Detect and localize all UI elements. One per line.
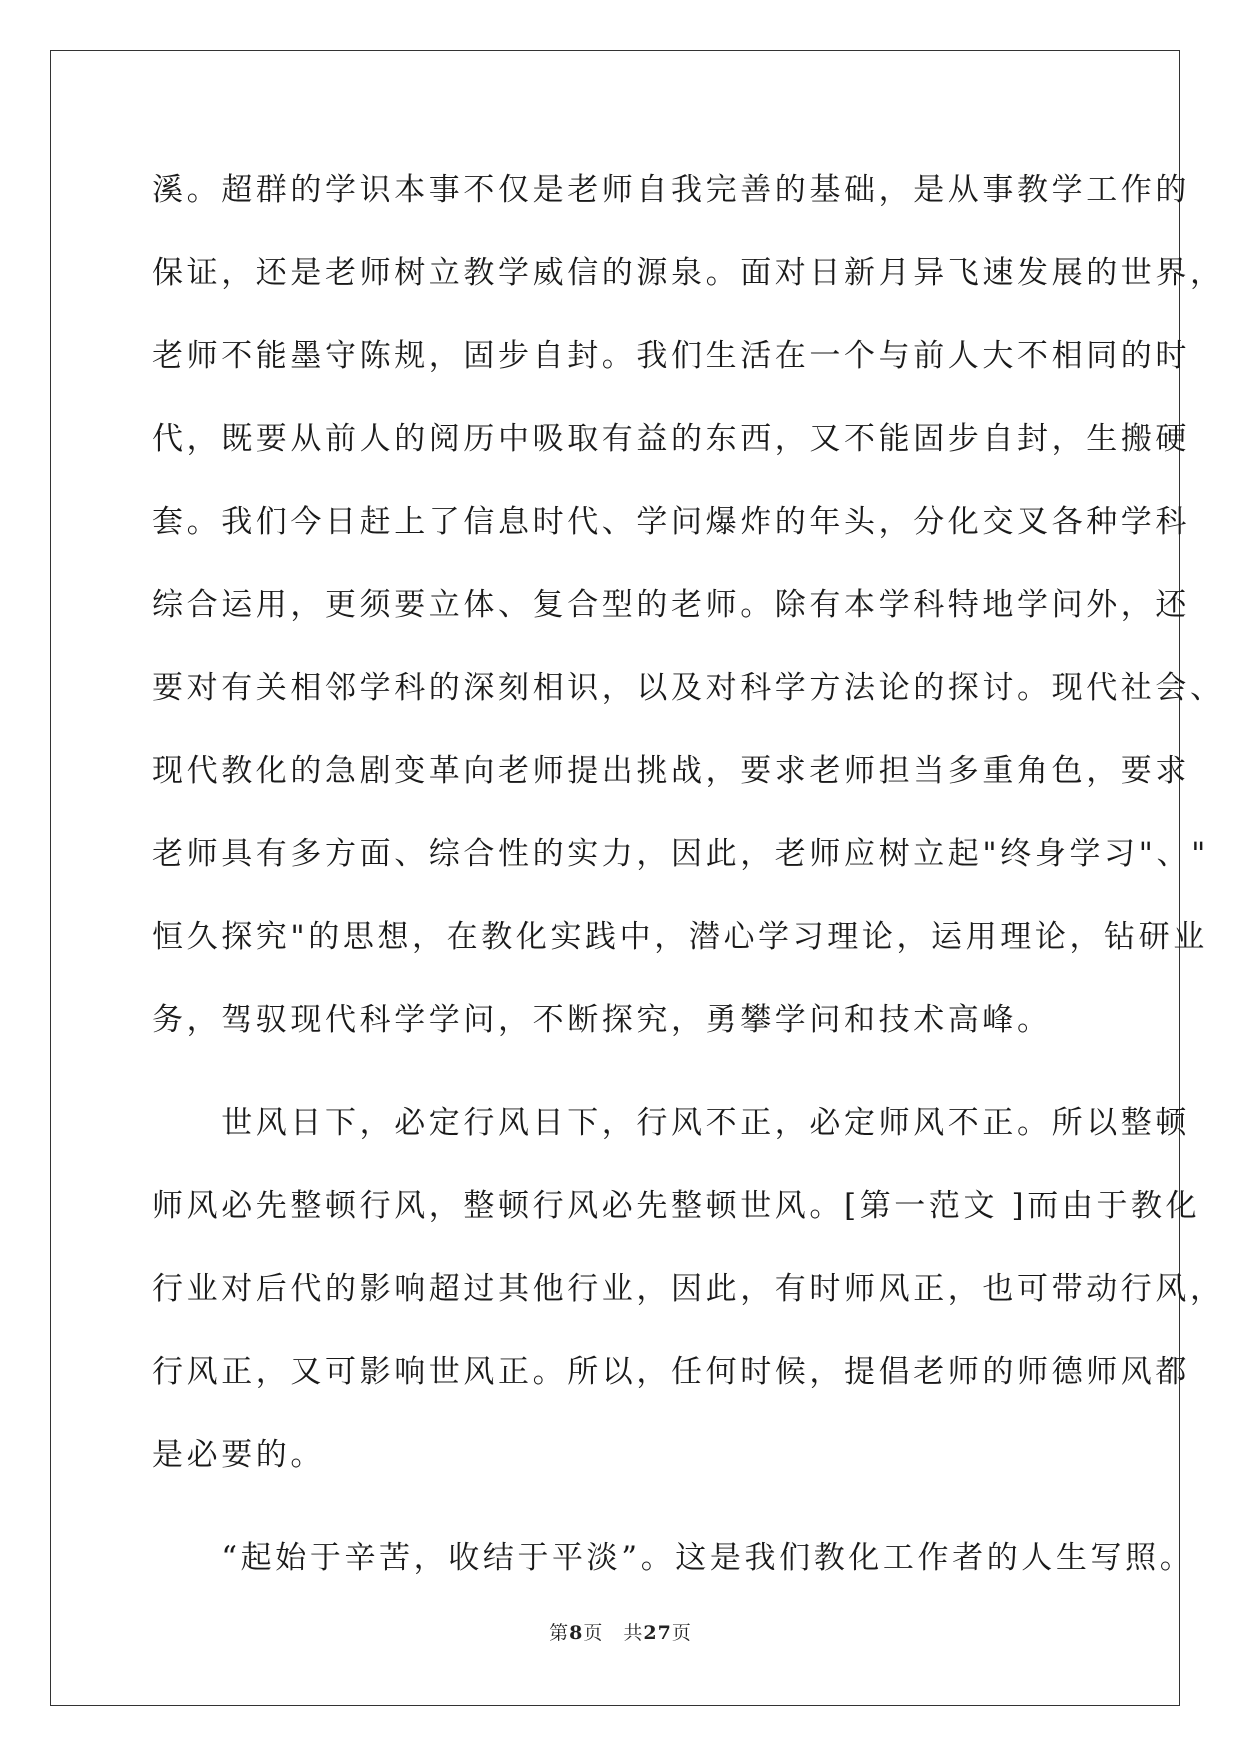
text-line: 老师不能墨守陈规，固步自封。我们生活在一个与前人大不相同的时: [152, 338, 1190, 374]
paragraph-gap: [152, 1508, 1102, 1528]
text-line: 代，既要从前人的阅历中吸取有益的东西，又不能固步自封，生搬硬: [152, 421, 1190, 457]
footer-prefix: 第: [549, 1622, 570, 1644]
text-line: 现代教化的急剧变革向老师提出挑战，要求老师担当多重角色，要求: [152, 753, 1190, 789]
text-line: “起始于辛苦，收结于平淡”。这是我们教化工作者的人生写照。: [152, 1540, 1195, 1576]
paragraph-3: [152, 1528, 1195, 1611]
text-line: 行业对后代的影响超过其他行业，因此，有时师风正，也可带动行风，: [152, 1271, 1225, 1307]
footer-total-unit: 页: [671, 1622, 692, 1644]
footer-page-unit: 页 共: [583, 1622, 644, 1644]
text-line: 综合运用，更须要立体、复合型的老师。除有本学科特地学问外，还: [152, 587, 1190, 623]
text-line: 师风必先整顿行风，整顿行风必先整顿世风。[第一范文 ]而由于教化: [152, 1188, 1201, 1224]
paragraph-1: [152, 160, 1225, 1073]
text-line: 是必要的。: [152, 1437, 325, 1473]
text-line: 要对有关相邻学科的深刻相识，以及对科学方法论的探讨。现代社会、: [152, 670, 1225, 706]
footer-total-pages: 27: [643, 1622, 672, 1644]
text-line: 套。我们今日赶上了信息时代、学问爆炸的年头，分化交叉各种学科: [152, 504, 1190, 540]
text-line: 溪。超群的学识本事不仅是老师自我完善的基础，是从事教学工作的: [152, 172, 1190, 208]
text-line: 老师具有多方面、综合性的实力，因此，老师应树立起"终身学习"、": [152, 836, 1209, 872]
footer-page-number: 8: [569, 1622, 584, 1644]
paragraph-gap: [152, 1073, 1102, 1093]
paragraph-2: [152, 1093, 1225, 1508]
text-line: 世风日下，必定行风日下，行风不正，必定师风不正。所以整顿: [152, 1105, 1190, 1141]
text-line: 行风正，又可影响世风正。所以，任何时候，提倡老师的师德师风都: [152, 1354, 1190, 1390]
text-line: 保证，还是老师树立教学威信的源泉。面对日新月异飞速发展的世界，: [152, 255, 1225, 291]
text-line: 务，驾驭现代科学学问，不断探究，勇攀学问和技术高峰。: [152, 1002, 1052, 1038]
text-line: 恒久探究"的思想，在教化实践中，潜心学习理论，运用理论，钻研业: [152, 919, 1208, 955]
page-footer: [0, 1618, 1241, 1645]
document-body: [152, 160, 1225, 1611]
